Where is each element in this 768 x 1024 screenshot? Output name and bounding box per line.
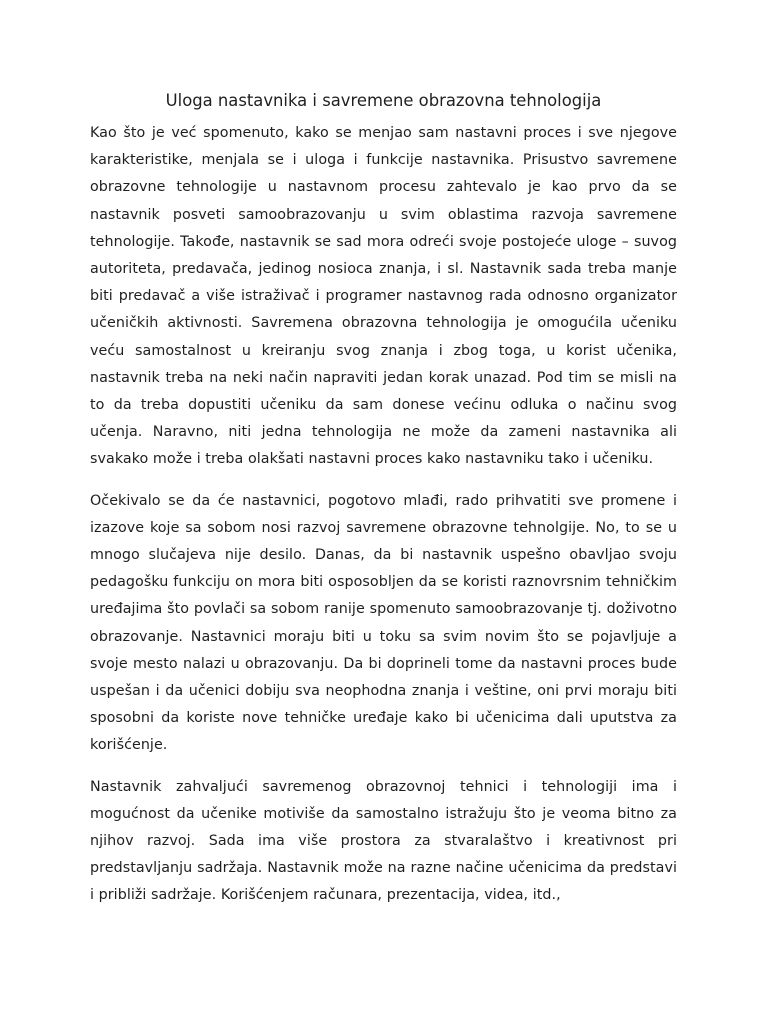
document-page <box>90 90 677 924</box>
paragraph-2: Očekivalo se da će nastavnici, pogotovo mlađi, rado prihvatiti sve promene i izazove koje sa sobom nosi razvoj savremene obrazovne tehnolgije. No, to se u mnogo slučajeva nije desilo. Danas, da bi nastavnik uspešno obavljao svoju pedagošku funkciju on mora biti osposobljen da se koristi raznovrsnim tehničkim uređajima što povlači sa sobom ranije spomenuto samoobrazovanje tj. doživotno obrazovanje. Nastavnici moraju biti u toku sa svim novim što se pojavljuje a svoje mesto nalazi u obrazovanju. Da bi doprineli tome da nastavni proces bude uspešan i da učenici dobiju sva neophodna znanja i veštine, oni prvi moraju biti sposobni da koriste nove tehničke uređaje kako bi učenicima dali uputstva za korišćenje. <box>90 492 677 754</box>
document-title: Uloga nastavnika i savremene obrazovna tehnologija <box>165 91 602 110</box>
paragraph-3: Nastavnik zahvaljući savremenog obrazovnoj tehnici i tehnologiji ima i mogućnost da učenike motiviše da samostalno istražuju što je veoma bitno za njihov razvoj. Sada ima više prostora za stvaralaštvo i kreativnost pri predstavljanju sadržaja. Nastavnik može na razne načine učenicima da predstavi i približi sadržaje. Korišćenjem računara, prezentacija, videa, itd., <box>90 778 677 904</box>
paragraph-1: Kao što je već spomenuto, kako se menjao sam nastavni proces i sve njegove karakteristike, menjala se i uloga i funkcije nastavnika. Prisustvo savremene obrazovne tehnologije u nastavnom procesu zahtevalo je kao prvo da se nastavnik posveti samoobrazovanju u svim oblastima razvoja savremene tehnologije. Takođe, nastavnik se sad mora odreći svoje postojeće uloge – suvog autoriteta, predavača, jedinog nosioca znanja, i sl. Nastavnik sada treba manje biti predavač a više istraživač i programer nastavnog rada odnosno organizator učeničkih aktivnosti. Savremena obrazovna tehnologija je omogućila učeniku veću samostalnost u kreiranju svog znanja i zbog toga, u korist učenika, nastavnik treba na neki način napraviti jedan korak unazad. Pod tim se misli na to da treba dopustiti učeniku da sam donese većinu odluka o načinu svog učenja. Naravno, niti jedna tehnologija ne može da zameni nastavnika ali svakako može i treba olakšati nastavni proces kako nastavniku tako i učeniku. <box>90 125 677 468</box>
